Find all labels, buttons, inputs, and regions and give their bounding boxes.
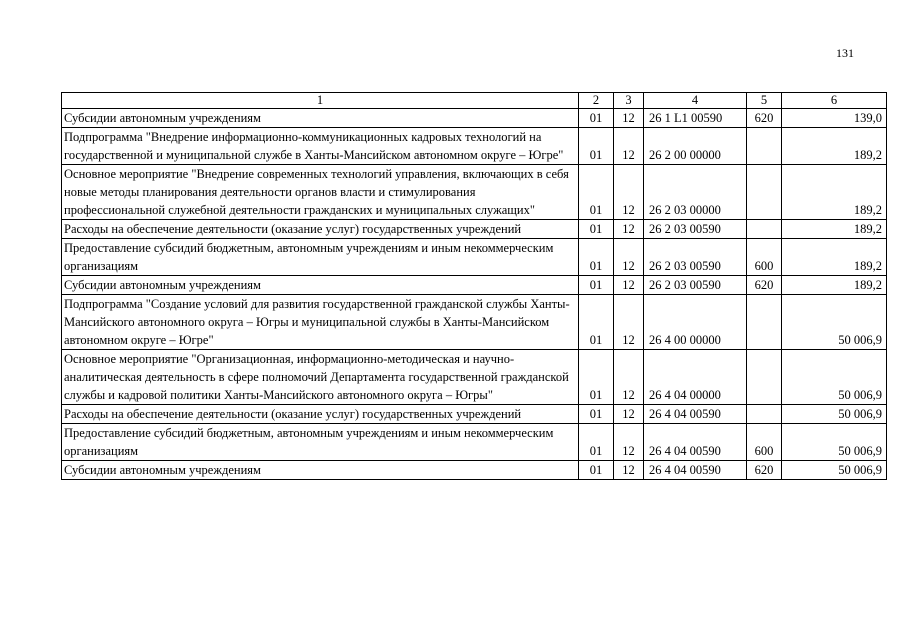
amount-cell: 189,2 — [782, 165, 887, 220]
amount-cell: 189,2 — [782, 239, 887, 276]
target-code-cell: 26 4 04 00590 — [644, 424, 747, 461]
target-code-cell: 26 2 00 00000 — [644, 128, 747, 165]
table-row — [62, 276, 887, 295]
expense-type-cell — [747, 220, 782, 239]
amount-cell: 189,2 — [782, 220, 887, 239]
item-name-cell: Субсидии автономным учреждениям — [62, 109, 579, 128]
table-row — [62, 220, 887, 239]
header-cell-1: 1 — [62, 93, 579, 109]
item-name-cell: Субсидии автономным учреждениям — [62, 276, 579, 295]
budget-table — [61, 92, 887, 480]
budget-table-body — [62, 93, 887, 480]
table-row — [62, 165, 887, 220]
section-cell: 01 — [579, 220, 614, 239]
amount-cell: 50 006,9 — [782, 405, 887, 424]
subsection-cell: 12 — [614, 165, 644, 220]
expense-type-cell — [747, 405, 782, 424]
item-name-cell: Предоставление субсидий бюджетным, автономным учреждениям и иным некоммерческим организациям — [62, 424, 579, 461]
header-cell-3: 3 — [614, 93, 644, 109]
section-cell: 01 — [579, 276, 614, 295]
section-cell: 01 — [579, 128, 614, 165]
target-code-cell: 26 1 L1 00590 — [644, 109, 747, 128]
section-cell: 01 — [579, 405, 614, 424]
table-row — [62, 239, 887, 276]
target-code-cell: 26 2 03 00590 — [644, 220, 747, 239]
page-number: 131 — [836, 46, 854, 60]
item-name-cell: Подпрограмма "Создание условий для развития государственной гражданской службы Ханты-Мансийского автономного округа – Югры и муниципальной службы в Ханты-Мансийском автономном округе – Югре" — [62, 295, 579, 350]
item-name-cell: Предоставление субсидий бюджетным, автономным учреждениям и иным некоммерческим организациям — [62, 239, 579, 276]
table-row — [62, 350, 887, 405]
subsection-cell: 12 — [614, 239, 644, 276]
table-row — [62, 295, 887, 350]
section-cell: 01 — [579, 109, 614, 128]
expense-type-cell — [747, 165, 782, 220]
expense-type-cell: 620 — [747, 109, 782, 128]
table-row — [62, 128, 887, 165]
item-name-cell: Основное мероприятие "Внедрение современных технологий управления, включающих в себя новые методы планирования деятельности органов власти и стимулирования профессиональной служебной деятельности гражданских и муниципальных служащих" — [62, 165, 579, 220]
subsection-cell: 12 — [614, 128, 644, 165]
subsection-cell: 12 — [614, 405, 644, 424]
header-cell-6: 6 — [782, 93, 887, 109]
subsection-cell: 12 — [614, 350, 644, 405]
target-code-cell: 26 4 00 00000 — [644, 295, 747, 350]
target-code-cell: 26 4 04 00590 — [644, 461, 747, 480]
amount-cell: 50 006,9 — [782, 295, 887, 350]
table-row — [62, 461, 887, 480]
amount-cell: 50 006,9 — [782, 424, 887, 461]
amount-cell: 50 006,9 — [782, 350, 887, 405]
target-code-cell: 26 2 03 00000 — [644, 165, 747, 220]
table-row — [62, 109, 887, 128]
subsection-cell: 12 — [614, 109, 644, 128]
subsection-cell: 12 — [614, 276, 644, 295]
expense-type-cell — [747, 128, 782, 165]
target-code-cell: 26 4 04 00590 — [644, 405, 747, 424]
section-cell: 01 — [579, 165, 614, 220]
header-cell-4: 4 — [644, 93, 747, 109]
section-cell: 01 — [579, 424, 614, 461]
header-cell-5: 5 — [747, 93, 782, 109]
item-name-cell: Подпрограмма "Внедрение информационно-коммуникационных кадровых технологий на государственной и муниципальной службе в Ханты-Мансийском автономном округе – Югре" — [62, 128, 579, 165]
expense-type-cell: 600 — [747, 424, 782, 461]
subsection-cell: 12 — [614, 424, 644, 461]
amount-cell: 189,2 — [782, 128, 887, 165]
expense-type-cell: 620 — [747, 276, 782, 295]
target-code-cell: 26 2 03 00590 — [644, 276, 747, 295]
item-name-cell: Основное мероприятие "Организационная, информационно-методическая и научно-аналитическая деятельность в сфере полномочий Департамента государственной гражданской службы и кадровой политики Ханты-Мансийского автономного округа – Югры" — [62, 350, 579, 405]
subsection-cell: 12 — [614, 295, 644, 350]
expense-type-cell: 600 — [747, 239, 782, 276]
header-row — [62, 93, 887, 109]
section-cell: 01 — [579, 350, 614, 405]
section-cell: 01 — [579, 295, 614, 350]
item-name-cell: Расходы на обеспечение деятельности (оказание услуг) государственных учреждений — [62, 405, 579, 424]
target-code-cell: 26 2 03 00590 — [644, 239, 747, 276]
target-code-cell: 26 4 04 00000 — [644, 350, 747, 405]
expense-type-cell — [747, 350, 782, 405]
item-name-cell: Расходы на обеспечение деятельности (оказание услуг) государственных учреждений — [62, 220, 579, 239]
section-cell: 01 — [579, 461, 614, 480]
subsection-cell: 12 — [614, 220, 644, 239]
expense-type-cell — [747, 295, 782, 350]
item-name-cell: Субсидии автономным учреждениям — [62, 461, 579, 480]
expense-type-cell: 620 — [747, 461, 782, 480]
table-row — [62, 424, 887, 461]
amount-cell: 139,0 — [782, 109, 887, 128]
table-row — [62, 405, 887, 424]
subsection-cell: 12 — [614, 461, 644, 480]
amount-cell: 189,2 — [782, 276, 887, 295]
header-cell-2: 2 — [579, 93, 614, 109]
amount-cell: 50 006,9 — [782, 461, 887, 480]
section-cell: 01 — [579, 239, 614, 276]
